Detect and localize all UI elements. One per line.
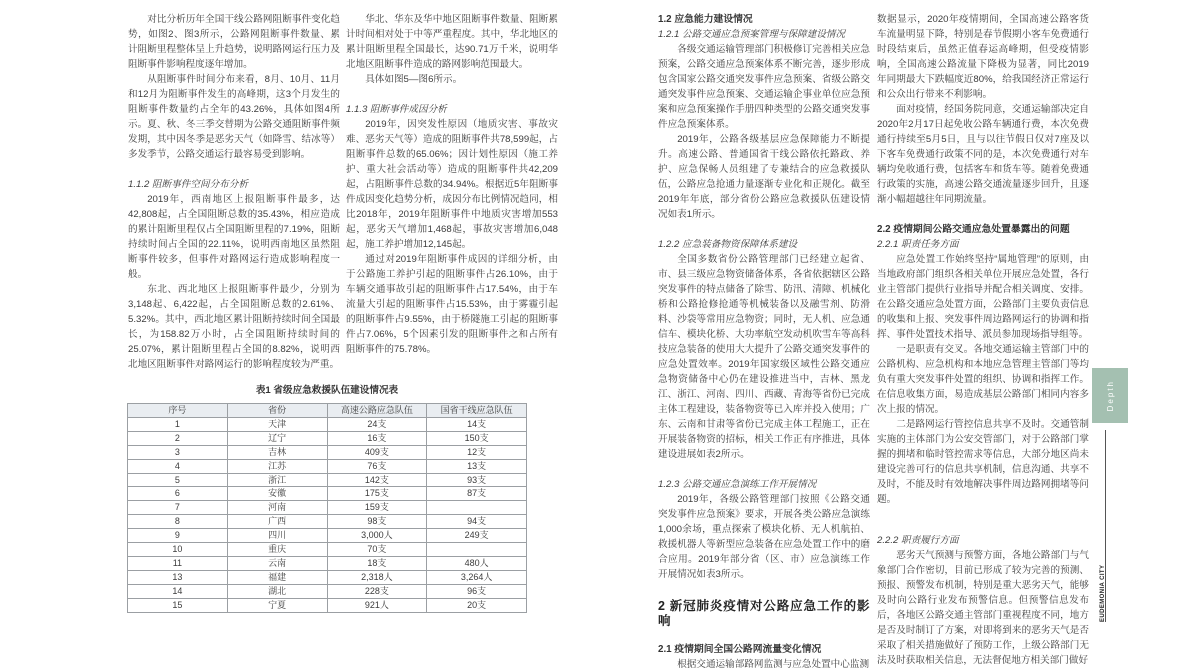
left-page-column-1: [128, 12, 340, 372]
table-row: [128, 584, 527, 598]
table-cell: 94支: [427, 515, 527, 529]
paragraph: 各级交通运输管理部门积极修订完善相关应急预案，公路交通应急预案体系不断完善，逐步形成包含国家公路交通突发事件应急预案、省级公路交通突发事件应急预案、交通运输企事业单位应急预案和应急预案操作手册四种类型的公路交通突发事件应急预案体系。: [658, 44, 870, 130]
right-page-column-1: [658, 12, 870, 672]
table-cell: 8: [128, 515, 228, 529]
magazine-brand: EUDEMONIA CITY: [1100, 564, 1106, 622]
table1-body: [128, 417, 527, 612]
table-cell: [427, 543, 527, 557]
table-cell: 76支: [327, 459, 427, 473]
paragraph: 对比分析历年全国干线公路网阻断事件变化趋势，如图2、图3所示，公路网阻断事件数量、累计阻断里程整体呈上升趋势，说明路网运行压力及阻断事件影响程度逐年增加。: [128, 14, 340, 70]
table-cell: 409支: [327, 445, 427, 459]
table-row: [128, 431, 527, 445]
table-row: [128, 543, 527, 557]
table-cell: 四川: [227, 529, 327, 543]
section-heading-1-2-2: 1.2.2 应急装备物资保障体系建设: [658, 239, 798, 250]
section-heading-1-1-3: 1.1.3 阻断事件成因分析: [346, 104, 447, 115]
table1: [127, 382, 527, 613]
table-cell: 9: [128, 529, 228, 543]
table-cell: [427, 501, 527, 515]
table-cell: 13: [128, 570, 228, 584]
paragraph: 2019年，各级公路管理部门按照《公路交通突发事件应急预案》要求，开展各类公路应急演练1,000余场，重点探索了模块化桥、无人机航拍、救援机器人等新型应急装备在应急处置工作中的磨合应用。2019年部分省（区、市）应急演练工作开展情况如表3所示。: [658, 494, 870, 580]
table-cell: 云南: [227, 556, 327, 570]
table-cell: 142支: [327, 473, 427, 487]
paragraph: 2019年，西南地区上报阻断事件最多，达42,808起，占全国阻断总数的35.43%，相应造成的累计阻断里程仅占全国阻断里程的7.19%，阻断持续时间占全国的22.11%，说明西南地区虽然阻断事件较多，但事件对路网运行造成影响程度一般。: [128, 194, 340, 280]
table-cell: 3,000人: [327, 529, 427, 543]
table1-header-cell: 序号: [128, 404, 228, 418]
section-heading-2-1: 2.1 疫情期间全国公路网流量变化情况: [658, 644, 822, 655]
table-cell: 福建: [227, 570, 327, 584]
table-cell: 20支: [427, 598, 527, 612]
table-cell: 宁夏: [227, 598, 327, 612]
table-cell: 吉林: [227, 445, 327, 459]
table1-header-cell: 国省干线应急队伍: [427, 404, 527, 418]
table-row: [128, 417, 527, 431]
table-cell: 14支: [427, 417, 527, 431]
paragraph: 华北、华东及华中地区阻断事件数量、阻断累计时间相对处于中等严重程度。其中，华北地区的累计阻断里程全国最长，达90.71万千米，说明华北地区阻断事件造成的路网影响范围最大。: [346, 14, 558, 70]
depth-section-badge: [1092, 368, 1128, 423]
table-row: [128, 487, 527, 501]
table-row: [128, 529, 527, 543]
paragraph: 通过对2019年阻断事件成因的详细分析，由于公路施工养护引起的阻断事件占26.10%，由于车辆交通事故引起的阻断事件占17.54%，由于车流量大引起的阻断事件占15.53%，由于雾霾引起的阻断事件占9.55%，由于桥隧施工引起的阻断事件占7.06%，5个因素引发的阻断事件之和占所有阻断事件的75.78%。: [346, 254, 558, 355]
section-heading-2-2-2: 2.2.2 职责履行方面: [877, 535, 959, 546]
table-cell: 4: [128, 459, 228, 473]
table-cell: 13支: [427, 459, 527, 473]
table-row: [128, 598, 527, 612]
table-cell: 18支: [327, 556, 427, 570]
paragraph: 东北、西北地区上报阻断事件最少，分别为3,148起、6,422起，占全国阻断总数的2.61%、5.32%。其中，西北地区累计阻断持续时间全国最长，为158.82万小时，占全国阻断持续时间的25.07%，累计阻断里程占全国的8.82%，说明西北地区阻断事件对路网运行的影响程度较为严重。: [128, 284, 340, 370]
section-heading-1-2-1: 1.2.1 公路交通应急预案管理与保障建设情况: [658, 29, 846, 40]
badge-label: Depth: [1105, 379, 1115, 412]
table-cell: 江苏: [227, 459, 327, 473]
right-page-column-2: [877, 12, 1089, 668]
paragraph: 从阻断事件时间分布来看，8月、10月、11月和12月为阻断事件发生的高峰期，这3个月发生的阻断事件数量约占全年的43.26%，具体如图4所示。夏、秋、冬三季交替期为公路交通阻断事件频发期，其中因冬季是恶劣天气（如降雪、结冰等）多发季节，公路交通运行最容易受到影响。: [128, 74, 340, 160]
table-row: [128, 570, 527, 584]
table-cell: 159支: [327, 501, 427, 515]
table-cell: 6: [128, 487, 228, 501]
paragraph: 恶劣天气预测与预警方面，各地公路部门与气象部门合作密切，目前已形成了较为完善的预测、预报、预警发布机制，特别是重大恶劣天气，能够及时向公路行业发布预警信息。但预警信息发布后，各地区公路交通主管部门重视程度不同，地方是否及时制订了方案，对即将到来的恶劣天气是否采取了相关措施做好了预防工作，上级公路部门无法及时获取相关信息，无法督促地方相关部门做好: [877, 550, 1089, 666]
section-heading-1-1-2: 1.1.2 阻断事件空间分布分析: [128, 179, 248, 190]
table-cell: 98支: [327, 515, 427, 529]
table-cell: 2: [128, 431, 228, 445]
table-cell: 湖北: [227, 584, 327, 598]
table-cell: 3,264人: [427, 570, 527, 584]
table-cell: 14: [128, 584, 228, 598]
paragraph: 面对疫情，经国务院同意，交通运输部决定自2020年2月17日起免收公路车辆通行费，本次免费通行持续至5月5日，且与以往节假日仅对7座及以下客车免费通行政策不同的是，本次免费通行对车辆均免收通行费，包括客车和货车等。随着免费通行政策的实施，高速公路交通流量逐步回升，且逐渐小幅超越往年同期流量。: [877, 104, 1089, 205]
table-cell: 河南: [227, 501, 327, 515]
table-cell: 浙江: [227, 473, 327, 487]
table-cell: 广西: [227, 515, 327, 529]
section-heading-1-2: 1.2 应急能力建设情况: [658, 14, 753, 25]
table-cell: 10: [128, 543, 228, 557]
paragraph: 2019年，公路各级基层应急保障能力不断提升。高速公路、普通国省干线公路依托路政、养护、应急保畅人员组建了专兼结合的应急救援队伍，公路应急抢通力量逐渐专业化和正规化。截至2019年年底，部分省份公路应急救援队伍建设情况如表1所示。: [658, 134, 870, 220]
table-cell: 93支: [427, 473, 527, 487]
table-cell: 3: [128, 445, 228, 459]
table-cell: 249支: [427, 529, 527, 543]
figure-reference: 具体如图5—图6所示。: [365, 74, 463, 85]
table-cell: 11: [128, 556, 228, 570]
paragraph: 数据显示，2020年疫情期间，全国高速公路客货车流量明显下降，特别是春节假期小客车免费通行时段结束后，虽然正值春运高峰期，但受疫情影响，全国高速公路流量下降极为显著，同比2019年同期最大下跌幅度近80%，给我国经济正常运行和公众出行带来不利影响。: [877, 14, 1089, 100]
chapter-heading-2: 2 新冠肺炎疫情对公路应急工作的影响: [658, 599, 870, 628]
table1-title: 表1 省级应急救援队伍建设情况表: [255, 385, 399, 396]
table-cell: 安徽: [227, 487, 327, 501]
table-cell: 12支: [427, 445, 527, 459]
table1-header-cell: 高速公路应急队伍: [327, 404, 427, 418]
left-page-column-2: [346, 12, 558, 357]
section-heading-2-2: 2.2 疫情期间公路交通应急处置暴露出的问题: [877, 224, 1070, 235]
paragraph: 全国多数省份公路管理部门已经建立起省、市、县三级应急物资储备体系，各省依据辖区公路突发事件的特点储备了除雪、防汛、清障、机械化桥和公路抢修抢通等机械装备以及融雪剂、防滑料、沙袋等常用应急物资；同时，无人机、应急通信车、模块化桥、大功率航空发动机吹雪车等高科技应急装备的使用大大提升了公路交通突发事件的应急处置效率。2019年国家级区域性公路交通应急物资储备中心仍在建设推进当中，吉林、黑龙江、浙江、河南、四川、西藏、青海等省份已完成主体工程建设，装备物资等已入库并投入使用；广东、云南和甘肃等省份已完成主体工程施工，正在开展装备物资的招标，相关工作正有序推进，具体建设进展如表2所示。: [658, 254, 870, 460]
table-cell: 重庆: [227, 543, 327, 557]
table-cell: 1: [128, 417, 228, 431]
table-cell: 921人: [327, 598, 427, 612]
paragraph: 应急处置工作始终坚持“属地管理”的原则，由当地政府部门组织各相关单位开展应急处置，各行业主管部门提供行业指导并配合相关调度、安排。在公路交通应急处置方面，公路部门主要负责信息的收集和上报、突发事件周边路网运行的协调和指挥、事件处置技术指导、派员参加现场指导组等。: [877, 254, 1089, 340]
table1-header-cell: 省份: [227, 404, 327, 418]
table-cell: 228支: [327, 584, 427, 598]
table-row: [128, 445, 527, 459]
paragraph: 一是职责有交叉。各地交通运输主管部门中的公路机构、应急机构和本地应急管理主管部门等均负有重大突发事件处置的组织、协调和指挥工作。在信息收集方面，易造成基层公路部门相同内容多次上报的情况。: [877, 344, 1089, 415]
table-cell: 70支: [327, 543, 427, 557]
table-cell: 87支: [427, 487, 527, 501]
table-row: [128, 501, 527, 515]
paragraph: 二是路网运行管控信息共享不及时。交通管制实施的主体部门为公安交管部门，对于公路部门掌握的拥堵和临时管控需求等信息，大部分地区尚未建设完善可行的信息共享机制，信息沟通、共享不及时，不能及时有效地解决事件周边路网拥堵等问题。: [877, 419, 1089, 505]
table-cell: 150支: [427, 431, 527, 445]
table-row: [128, 459, 527, 473]
table-cell: 16支: [327, 431, 427, 445]
table1-grid: [127, 403, 527, 613]
table-row: [128, 515, 527, 529]
paragraph: 2019年，因突发性原因（地质灾害、事故灾难、恶劣天气等）造成的阻断事件共78,599起，占阻断事件总数的65.06%；因计划性原因（施工养护、重大社会活动等）造成的阻断事件共42,209起，占阻断事件总数的34.94%。根据近5年阻断事件成因变化趋势分析，成因分布比例情况趋同，相比2018年，2019年阻断事件中地质灾害增加553起，恶劣天气增加1,468起，事故灾害增加6,048起，施工养护增加12,145起。: [346, 119, 558, 250]
table-row: [128, 556, 527, 570]
section-heading-2-2-1: 2.2.1 职责任务方面: [877, 239, 959, 250]
table-cell: 7: [128, 501, 228, 515]
table-cell: 天津: [227, 417, 327, 431]
table-cell: 175支: [327, 487, 427, 501]
table-cell: 480人: [427, 556, 527, 570]
table-cell: 2,318人: [327, 570, 427, 584]
paragraph: 根据交通运输部路网监测与应急处置中心监测: [677, 659, 870, 670]
table-cell: 24支: [327, 417, 427, 431]
section-heading-1-2-3: 1.2.3 公路交通应急演练工作开展情况: [658, 479, 817, 490]
table-cell: 辽宁: [227, 431, 327, 445]
table-cell: 96支: [427, 584, 527, 598]
table1-header-row: [128, 404, 527, 418]
table-cell: 5: [128, 473, 228, 487]
table-row: [128, 473, 527, 487]
table-cell: 15: [128, 598, 228, 612]
